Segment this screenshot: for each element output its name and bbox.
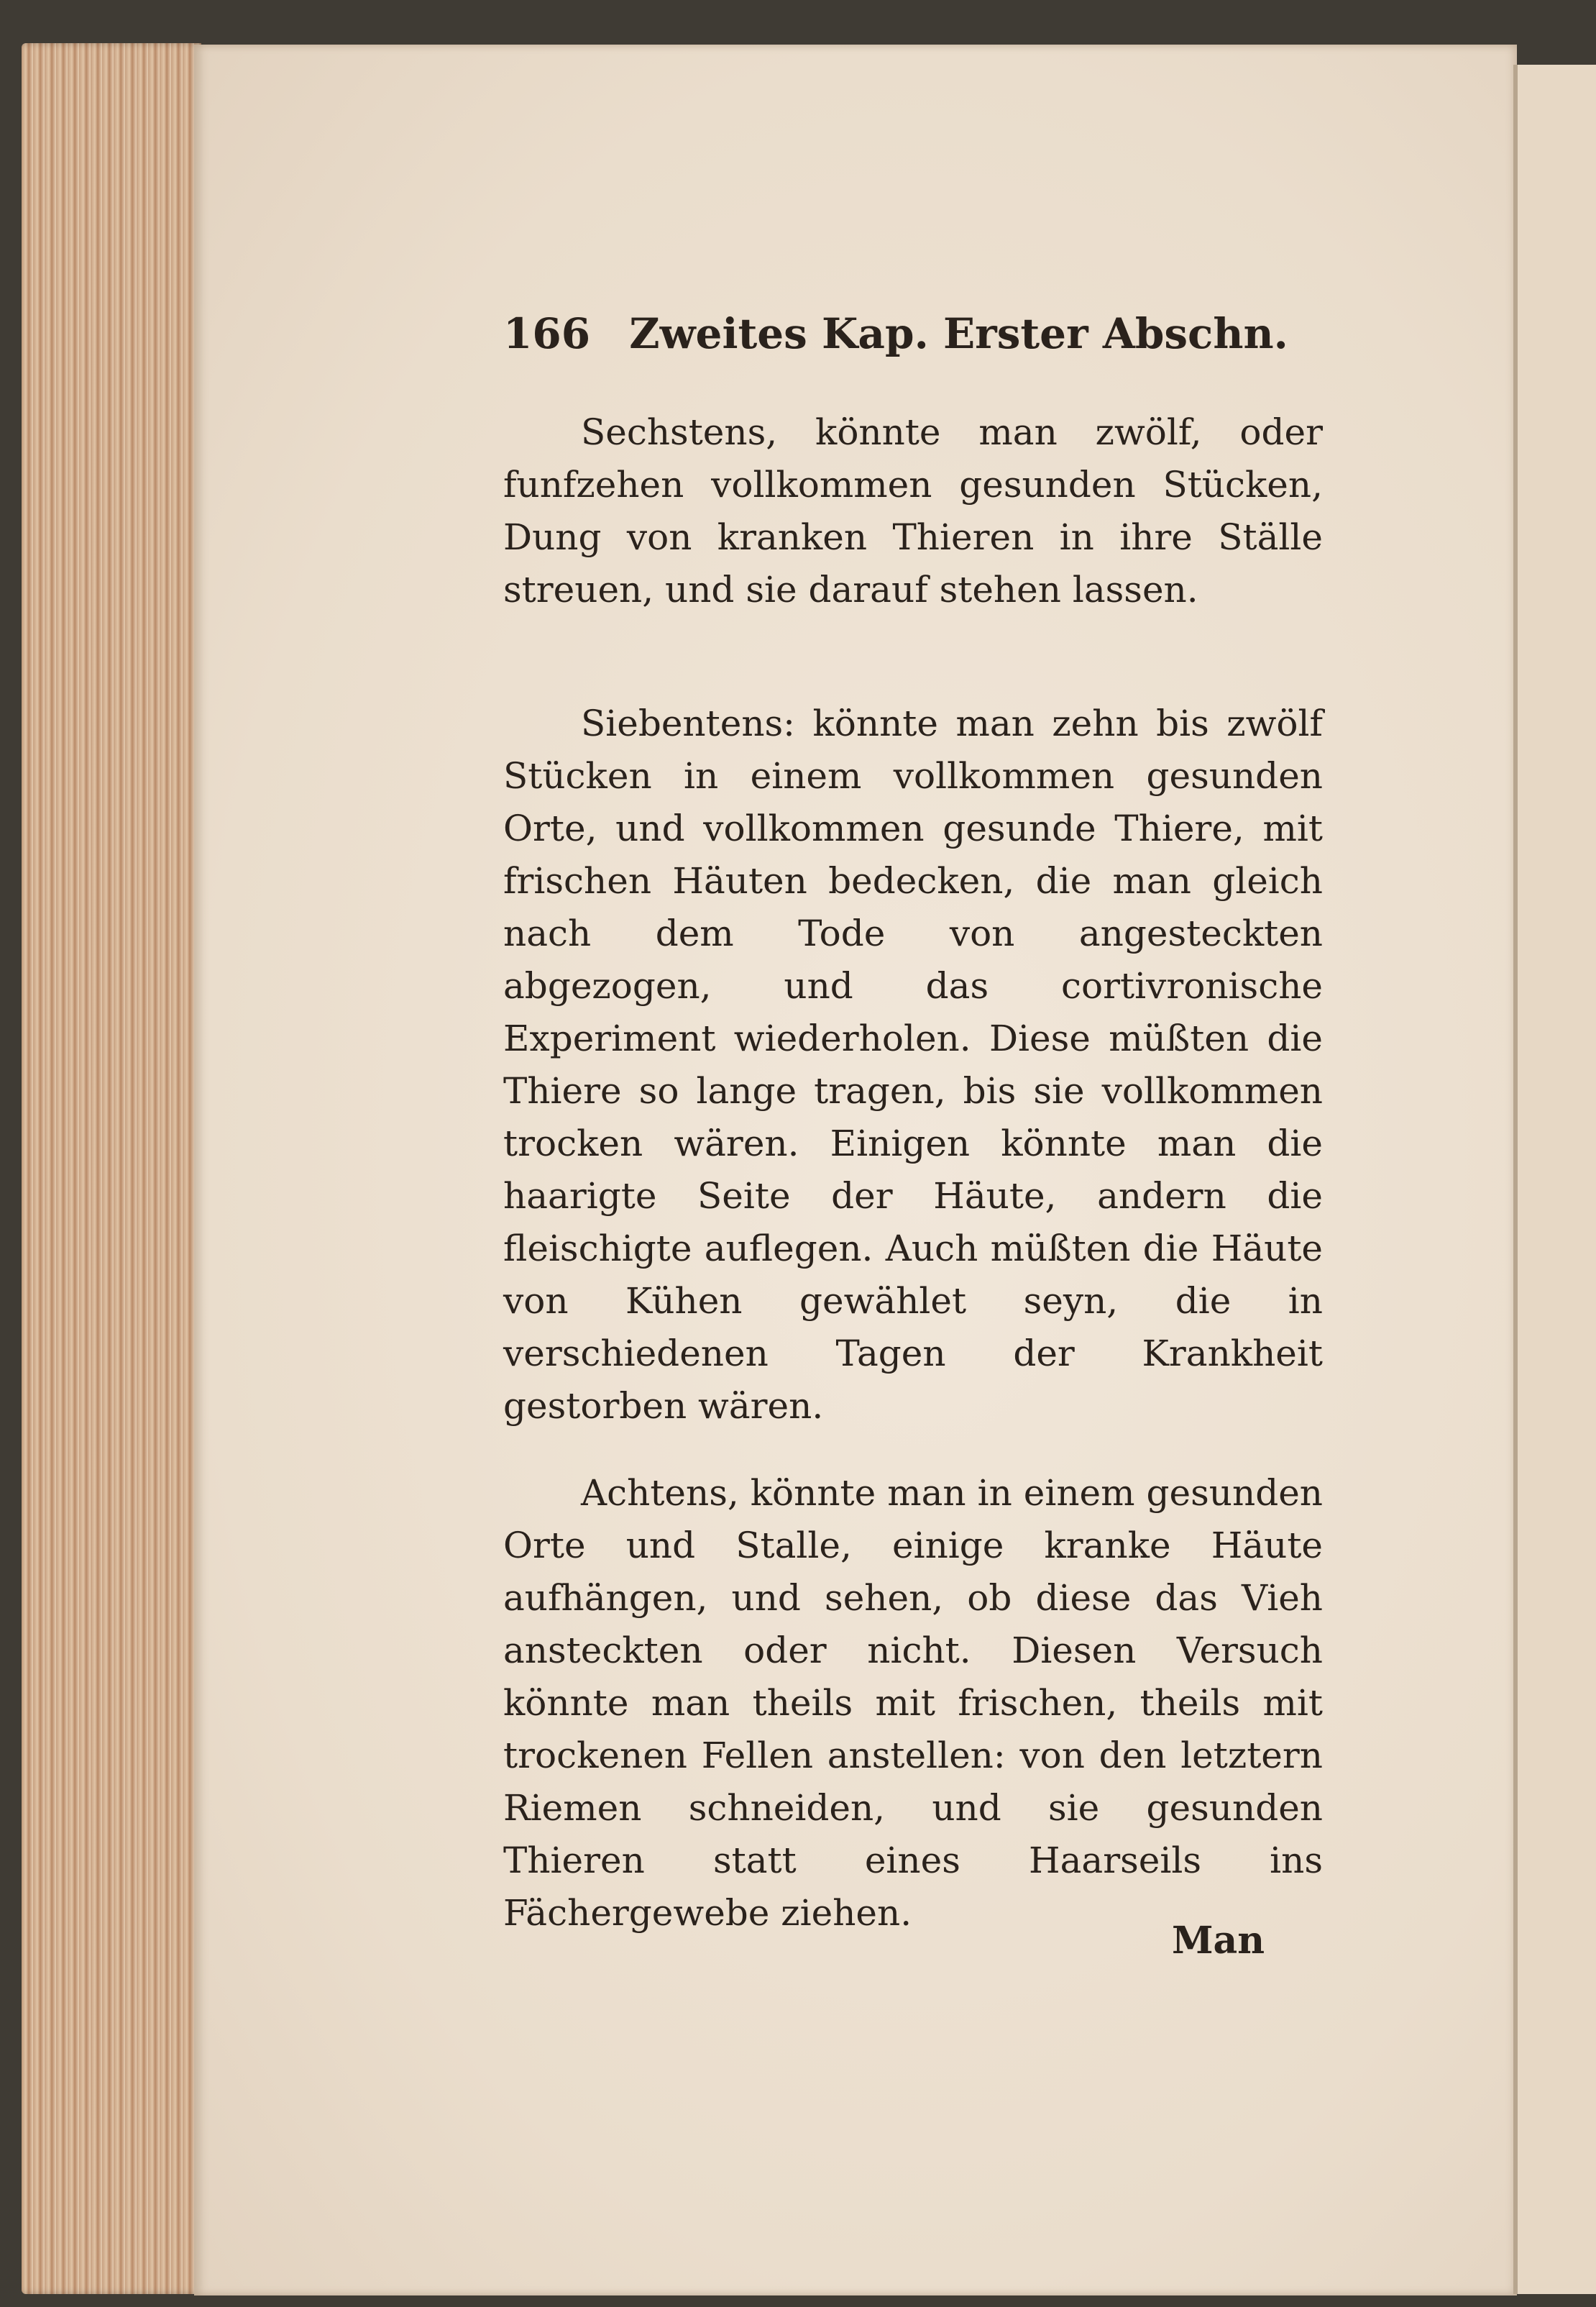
page-number: 166: [503, 309, 591, 358]
running-head-title: Zweites Kap. Erster Abschn.: [629, 309, 1288, 358]
paragraph-siebentens: [503, 698, 1323, 1433]
facing-page-edge: [1513, 65, 1596, 2294]
paragraph-text: Sechstens, könnte man zwölf, oder funfzehen vollkommen gesunden Stücken, Dung von kranken Thieren in ihre Ställe streuen, und sie darauf stehen lassen.: [503, 411, 1323, 611]
paragraph-text: Siebentens: könnte man zehn bis zwölf Stücken in einem vollkommen gesunden Orte, und vollkommen gesunde Thiere, mit frischen Häuten bedecken, die man gleich nach dem Tode von angesteckten abgezogen, und das cortivronische Experiment wiederholen. Diese müßten die Thiere so lange tragen, bis sie vollkommen trocken wären. Einigen könnte man die haarigte Seite der Häute, andern die fleischigte auflegen. Auch müßten die Häute von Kühen gewählet seyn, die in verschiedenen Tagen der Krankheit gestorben wären.: [503, 703, 1323, 1427]
paragraph-sechstens: [503, 406, 1323, 616]
catchword: Man: [1172, 1919, 1265, 1963]
paragraph-achtens: [503, 1467, 1323, 1940]
paragraph-text: Achtens, könnte man in einem gesunden Orte und Stalle, einige kranke Häute aufhängen, und sehen, ob diese das Vieh ansteckten oder nicht. Diesen Versuch könnte man theils mit frischen, theils mit trockenen Fellen anstellen: von den letztern Riemen schneiden, und sie gesunden Thieren statt eines Haarseils ins Fächergewebe ziehen.: [503, 1472, 1323, 1934]
book-page-edges: [22, 43, 201, 2294]
running-head: [503, 309, 1308, 358]
